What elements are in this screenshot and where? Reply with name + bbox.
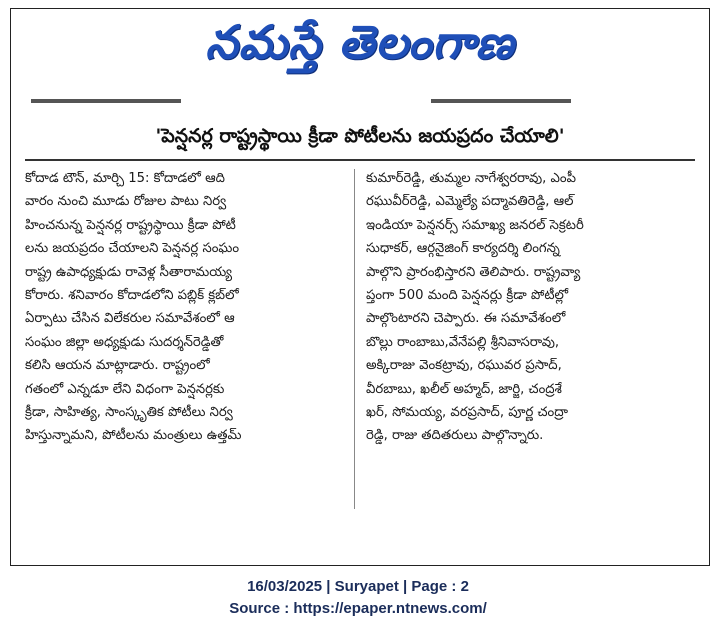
source-footer bbox=[0, 576, 716, 620]
cut-segment bbox=[31, 99, 181, 103]
newspaper-clipping bbox=[10, 8, 710, 566]
article-line: హించనున్న పెన్షనర్ల రాష్ట్రస్థాయి క్రీడా పోటీ bbox=[25, 217, 236, 233]
article-line: బొల్లు రాంబాబు,వేనేపల్లి శ్రీనివాసరావు, bbox=[366, 334, 560, 350]
article-line: పాల్గొంటారని చెప్పారు. ఈ సమావేశంలో bbox=[366, 311, 566, 327]
article-column-left bbox=[25, 167, 343, 448]
article-line: సంఘం జిల్లా అధ్యక్షుడు సుదర్శన్‌రెడ్డితో bbox=[25, 334, 224, 350]
article-line: కోదాడ టౌన్, మార్చి 15: కోదాడలో ఆది bbox=[25, 171, 225, 186]
article-line: క్రీడా, సాహిత్య, సాంస్కృతిక పోటీలు నిర్వ bbox=[25, 404, 233, 420]
footer-date-edition: 16/03/2025 | Suryapet | Page : 2 bbox=[247, 578, 469, 595]
article-line: ప్తంగా 500 మంది పెన్షనర్లు క్రీడా పోటీల్లో bbox=[366, 287, 569, 303]
article-line: కలిసి ఆయన మాట్లాడారు. రాష్ట్రంలో bbox=[25, 358, 210, 374]
article-line: ఏర్పాటు చేసిన విలేకరుల సమావేశంలో ఆ bbox=[25, 311, 235, 327]
article-line: ఖర్, సోమయ్య, వరప్రసాద్, పూర్ణ చంద్రా bbox=[366, 404, 568, 420]
article-line: రెడ్డి, రాజు తదితరులు పాల్గొన్నారు. bbox=[366, 428, 544, 444]
article-line: రఘువీర్‌రెడ్డి, ఎమ్మెల్యే పద్మావతిరెడ్డి, ఆల్ bbox=[366, 194, 574, 210]
article-line: సుధాకర్, ఆర్గనైజింగ్ కార్యదర్శి లింగన్న bbox=[366, 241, 560, 257]
article-line: హిస్తున్నామని, పోటీలను మంత్రులు ఉత్తమ్ bbox=[25, 428, 242, 444]
article-line: వారం నుంచి మూడు రోజుల పాటు నిర్వ bbox=[25, 194, 227, 210]
article-line: కుమార్‌రెడ్డి, తుమ్మల నాగేశ్వరరావు, ఎంపీ bbox=[366, 171, 576, 186]
footer-source-link: Source : https://epaper.ntnews.com/ bbox=[229, 600, 487, 617]
article-line: లను జయప్రదం చేయాలని పెన్షనర్ల సంఘం bbox=[25, 241, 240, 257]
article-line: రాష్ట్ర ఉపాధ్యక్షుడు రావెళ్ల సీతారామయ్య bbox=[25, 264, 233, 280]
article-headline: 'పెన్షనర్ల రాష్ట్రస్థాయి క్రీడా పోటీలను జయప్రదం చేయాలి' bbox=[155, 124, 565, 147]
masthead bbox=[11, 9, 709, 87]
article-line: పాల్గొని ప్రారంభిస్తారని తెలిపారు. రాష్ట్రవ్యా bbox=[366, 264, 581, 280]
headline-rule bbox=[25, 159, 695, 161]
column-divider bbox=[354, 169, 355, 509]
article-line: కోరారు. శనివారం కోదాడలోని పబ్లిక్ క్లబ్‌లో bbox=[25, 287, 239, 303]
article-line: అక్కిరాజు వెంకట్రావు, రఘువర ప్రసాద్, bbox=[366, 358, 562, 374]
article-line: వీరబాబు, ఖలీల్ అహ్మద్, జార్జి, చంద్రశే bbox=[366, 381, 562, 397]
masthead-title: నమస్తే తెలంగాణ bbox=[205, 15, 515, 69]
article-line: ఇండియా పెన్షనర్స్ సమాఖ్య జనరల్ సెక్రటరీ bbox=[366, 217, 584, 233]
article-line: గతంలో ఎన్నడూ లేని విధంగా పెన్షనర్లకు bbox=[25, 381, 225, 397]
cut-previous-line bbox=[31, 99, 589, 105]
cut-segment bbox=[431, 99, 571, 103]
article-column-right bbox=[366, 167, 694, 448]
